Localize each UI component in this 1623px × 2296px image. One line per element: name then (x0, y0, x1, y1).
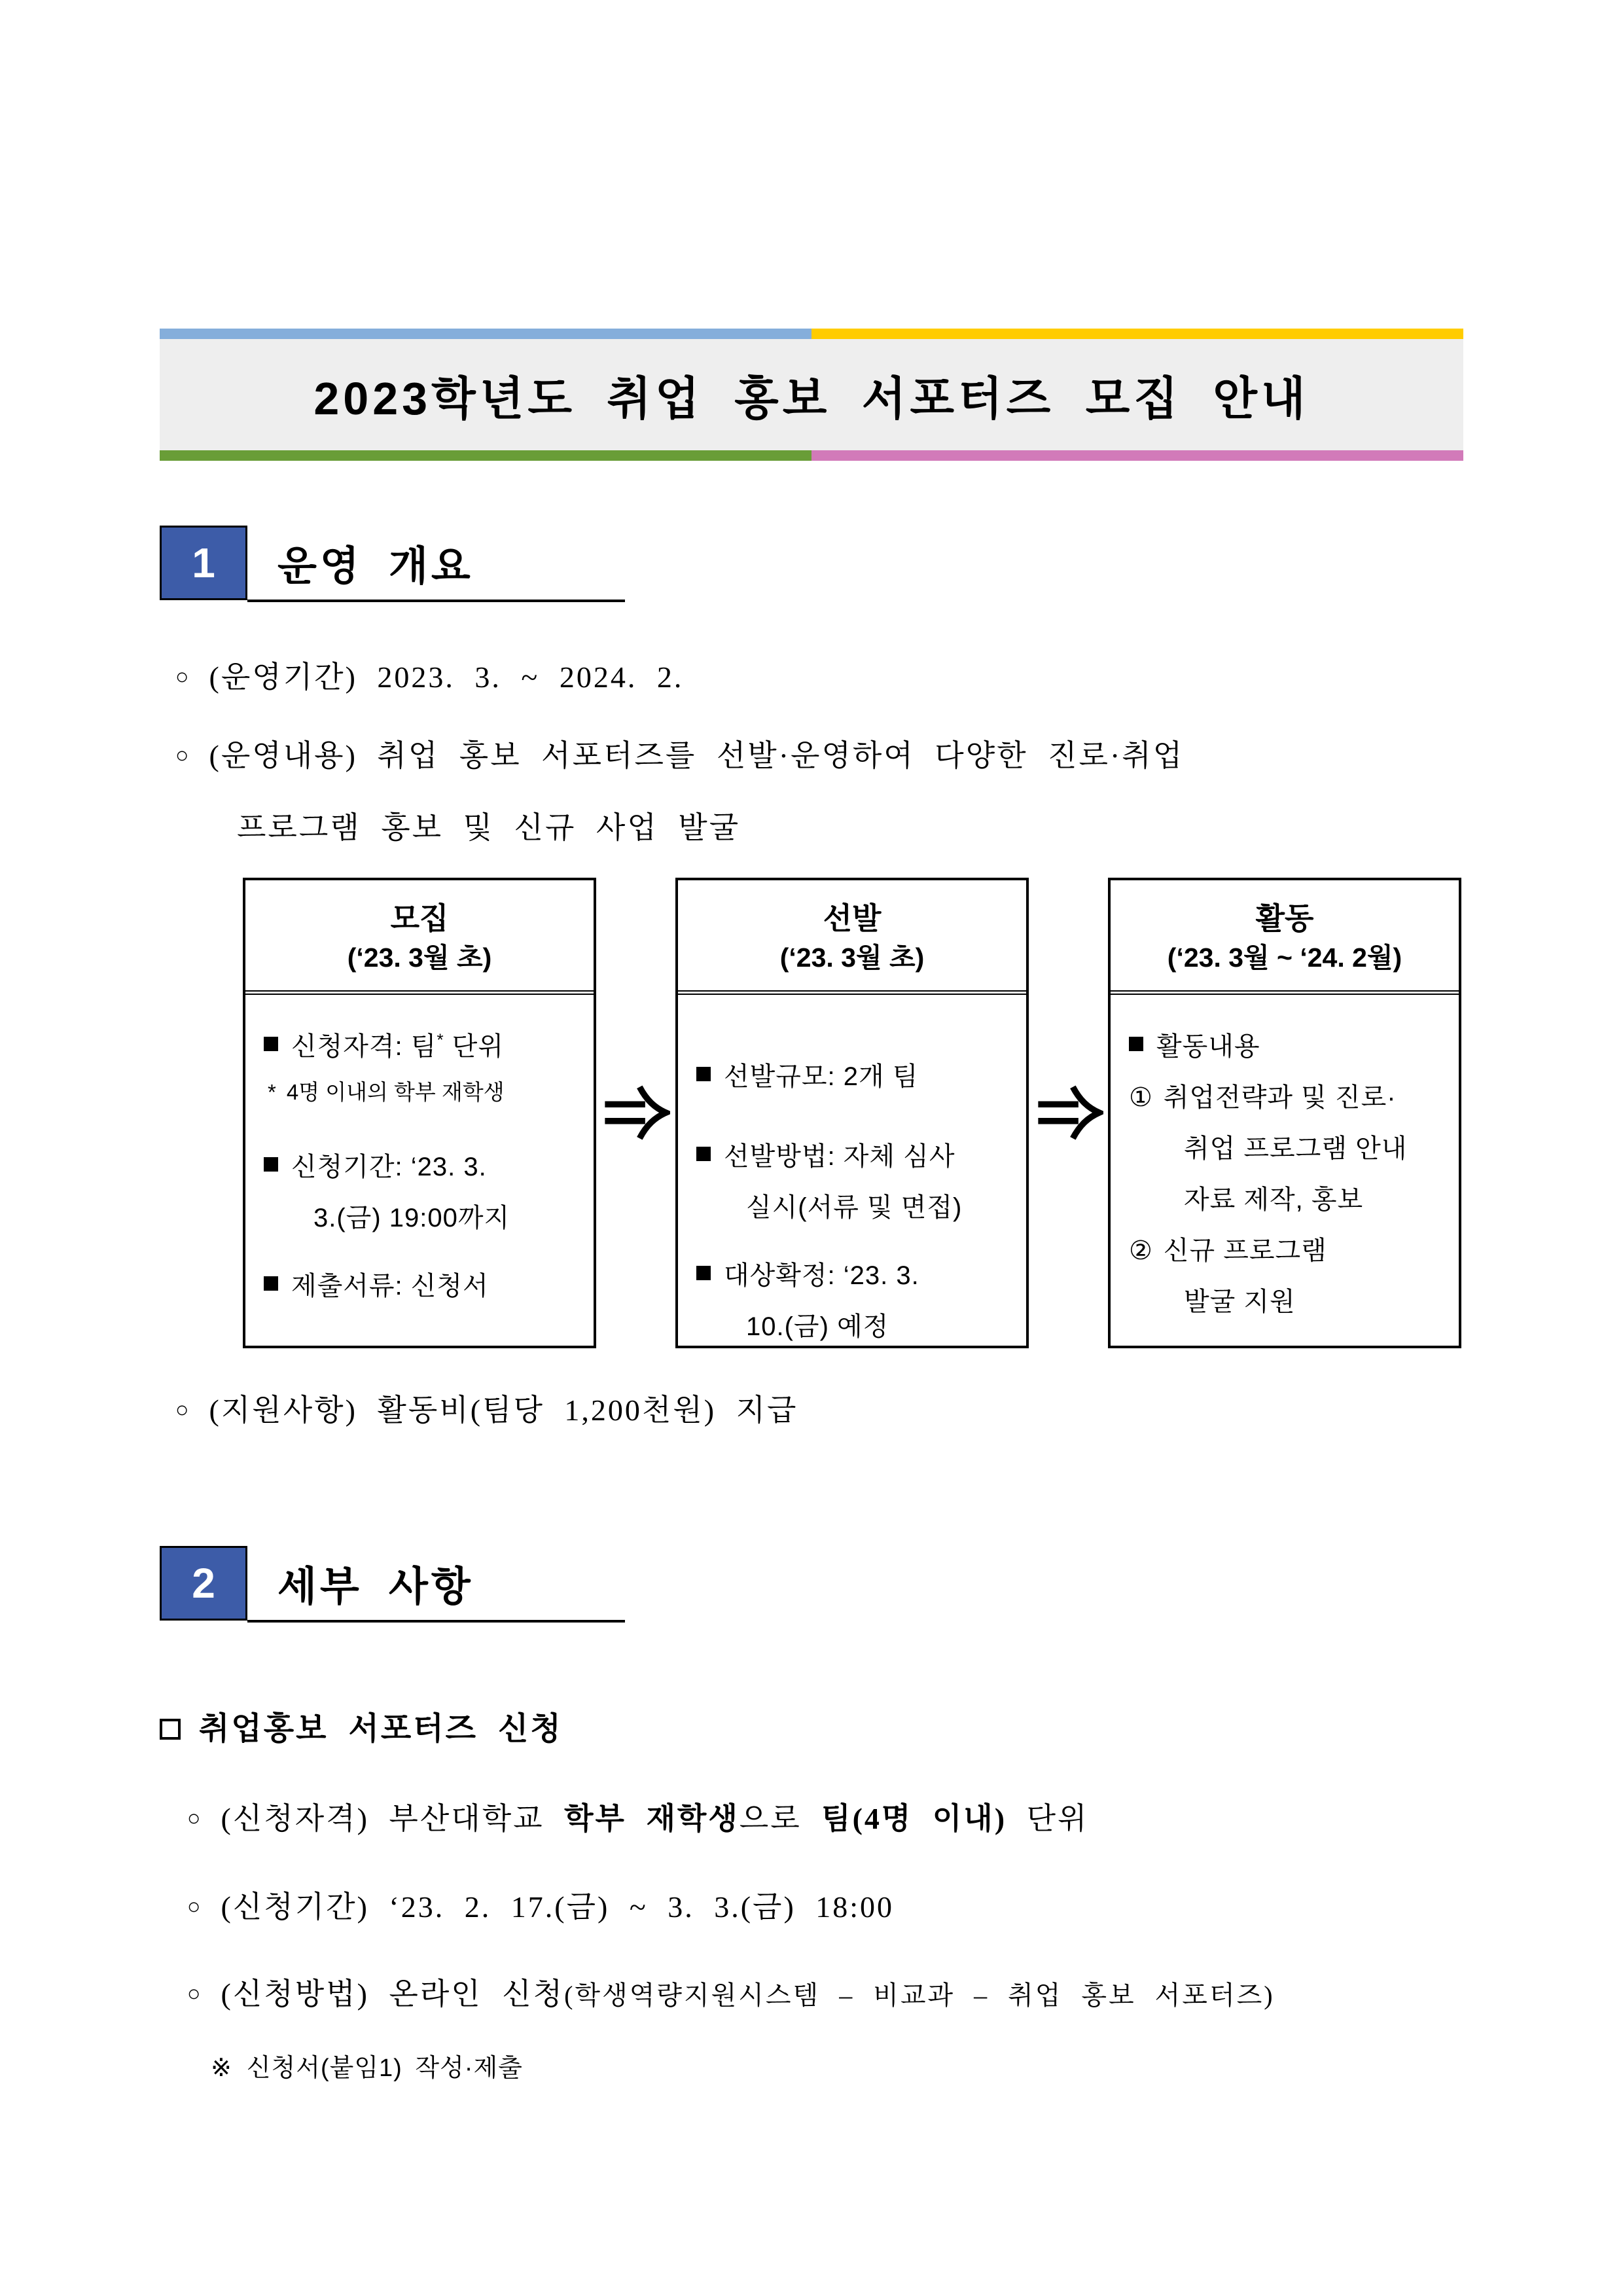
recruit-item-period (264, 1141, 583, 1193)
apply-subheading (160, 1703, 563, 1748)
section1-underline (247, 600, 625, 602)
activity-item-1-cont1 (1129, 1123, 1448, 1174)
circle-bullet-icon: ○ (187, 1982, 203, 2006)
recruit-period-cont-text: 3.(금) 19:00까지 (313, 1204, 510, 1233)
square-bullet-icon (264, 1157, 278, 1172)
recruit-item-period-cont (264, 1193, 583, 1244)
flow-box-activity-body (1111, 995, 1459, 1327)
section2-number-badge: 2 (160, 1546, 247, 1621)
recruit-item-qualification (264, 1021, 583, 1072)
activity-item2-cont-text: 발굴 지원 (1184, 1287, 1296, 1316)
recruit-qualification-text: 신청자격: 팀 (291, 1031, 437, 1061)
circled-two-icon: ② (1129, 1236, 1153, 1265)
flow-box-activity (1108, 878, 1461, 1348)
activity-item2-text: 신규 프로그램 (1163, 1236, 1327, 1265)
select-item-method-cont (696, 1182, 1016, 1233)
select-item-confirm-cont (696, 1301, 1016, 1352)
flow-box-select-header (678, 880, 1026, 995)
square-bullet-icon (696, 1266, 711, 1280)
banner-bottom-bars (160, 450, 1463, 461)
operation-content-text1: (운영내용) 취업 홍보 서포터즈를 선발·운영하여 다양한 진로·취업 (209, 739, 1185, 772)
reference-mark-icon: ※ (211, 2054, 232, 2082)
section2-title: 세부 사항 (277, 1564, 474, 1609)
recruit-documents-text: 제출서류: 신청서 (291, 1272, 489, 1301)
square-bullet-icon (264, 1276, 278, 1291)
circle-bullet-icon: ○ (175, 665, 191, 689)
support-line (175, 1386, 798, 1429)
recruit-qualification-unit: 단위 (444, 1031, 504, 1061)
apply-qualification-post: 단위 (1007, 1802, 1089, 1835)
select-scale-text: 선발규모: 2개 팀 (724, 1062, 919, 1091)
section1-title: 운영 개요 (277, 544, 474, 589)
select-method-cont-text: 실시(서류 및 면접) (746, 1193, 963, 1222)
title-banner (160, 329, 1463, 461)
apply-period-text: (신청기간) ‘23. 2. 17.(금) ~ 3. 3.(금) 18:00 (221, 1890, 895, 1924)
select-method-text: 선발방법: 자체 심사 (724, 1141, 955, 1171)
select-confirm-cont-text: 10.(금) 예정 (746, 1312, 889, 1341)
recruit-footnote-text: 4명 이내의 학부 재학생 (286, 1079, 505, 1104)
apply-qualification-mid: 으로 (739, 1802, 822, 1835)
flow-box-recruit-title: 모집 (390, 901, 449, 935)
activity-item-content (1129, 1021, 1448, 1072)
double-arrow-right-icon (601, 1081, 670, 1144)
activity-item-1 (1129, 1072, 1448, 1123)
section1-number-badge: 1 (160, 526, 247, 600)
operation-content-line2 (237, 804, 740, 847)
asterisk-icon: * (268, 1079, 276, 1104)
circle-bullet-icon: ○ (187, 1806, 203, 1831)
activity-item1-cont2-text: 자료 제작, 홍보 (1184, 1185, 1364, 1214)
circled-one-icon: ① (1129, 1083, 1153, 1112)
apply-method-paren: (학생역량지원시스템 – 비교과 – 취업 홍보 서포터즈) (564, 1981, 1275, 2010)
select-item-scale (696, 1051, 1016, 1102)
operation-content-text2: 프로그램 홍보 및 신규 사업 발굴 (237, 811, 741, 844)
banner-bar-green (160, 450, 812, 461)
activity-item-2-cont (1129, 1276, 1448, 1327)
apply-method-pre: (신청방법) 온라인 신청 (221, 1977, 565, 2011)
square-bullet-icon (696, 1067, 711, 1081)
operation-period-text: (운영기간) 2023. 3. ~ 2024. 2. (209, 660, 684, 694)
flow-box-activity-title: 활동 (1255, 901, 1314, 935)
circle-bullet-icon: ○ (187, 1895, 203, 1919)
apply-subheading-text: 취업홍보 서포터즈 신청 (199, 1712, 563, 1746)
square-bullet-icon (264, 1037, 278, 1051)
flow-box-activity-header (1111, 880, 1459, 995)
page-title: 2023학년도 취업 홍보 서포터즈 모집 안내 (313, 372, 1310, 424)
flow-box-recruit-period: (‘23. 3월 초) (347, 942, 492, 973)
apply-qualification-bold2: 팀(4명 이내) (821, 1802, 1007, 1835)
operation-period-line (175, 653, 683, 696)
apply-qualification-line (187, 1795, 1088, 1838)
square-bullet-icon (696, 1147, 711, 1161)
square-bullet-icon (1129, 1037, 1143, 1051)
select-confirm-text: 대상확정: ‘23. 3. (724, 1261, 919, 1290)
operation-content-line1 (175, 732, 1184, 775)
activity-item-1-cont2 (1129, 1174, 1448, 1225)
banner-bar-yellow (812, 329, 1463, 339)
section2-header (160, 1546, 1463, 1623)
circle-bullet-icon: ○ (175, 1398, 191, 1422)
banner-bar-pink (812, 450, 1463, 461)
flow-box-recruit-body (245, 995, 594, 1312)
support-text: (지원사항) 활동비(팀당 1,200천원) 지급 (209, 1393, 798, 1427)
asterisk-superscript: * (437, 1030, 444, 1050)
activity-item-2 (1129, 1225, 1448, 1276)
apply-method-line (187, 1970, 1275, 2013)
section2-underline (247, 1620, 625, 1623)
recruit-item-documents (264, 1261, 583, 1312)
flow-box-select-title: 선발 (823, 901, 882, 935)
select-item-confirm (696, 1250, 1016, 1301)
banner-top-bars (160, 329, 1463, 339)
apply-period-line (187, 1883, 894, 1926)
section1-header (160, 526, 1463, 602)
double-arrow-right-icon (1034, 1081, 1103, 1144)
apply-qualification-bold1: 학부 재학생 (564, 1802, 740, 1835)
activity-content-text: 활동내용 (1156, 1031, 1260, 1061)
recruit-period-text: 신청기간: ‘23. 3. (291, 1153, 487, 1182)
apply-qualification-pre: (신청자격) 부산대학교 (221, 1802, 565, 1835)
recruit-footnote (264, 1072, 583, 1113)
activity-item1-text: 취업전략과 및 진로· (1163, 1083, 1397, 1112)
open-square-bullet-icon (160, 1719, 181, 1740)
select-item-method (696, 1131, 1016, 1182)
form-note-line (211, 2047, 523, 2083)
flow-box-select (675, 878, 1029, 1348)
circle-bullet-icon: ○ (175, 744, 191, 768)
form-note-text: 신청서(붙임1) 작성·제출 (246, 2054, 523, 2082)
banner-bar-blue (160, 329, 812, 339)
flow-box-select-period: (‘23. 3월 초) (779, 942, 925, 973)
flow-box-recruit-header (245, 880, 594, 995)
banner-body (160, 339, 1463, 450)
flow-box-recruit (243, 878, 596, 1348)
activity-item1-cont1-text: 취업 프로그램 안내 (1184, 1134, 1408, 1163)
flow-box-select-body (678, 995, 1026, 1352)
flow-box-activity-period: (‘23. 3월 ~ ‘24. 2월) (1167, 942, 1402, 973)
